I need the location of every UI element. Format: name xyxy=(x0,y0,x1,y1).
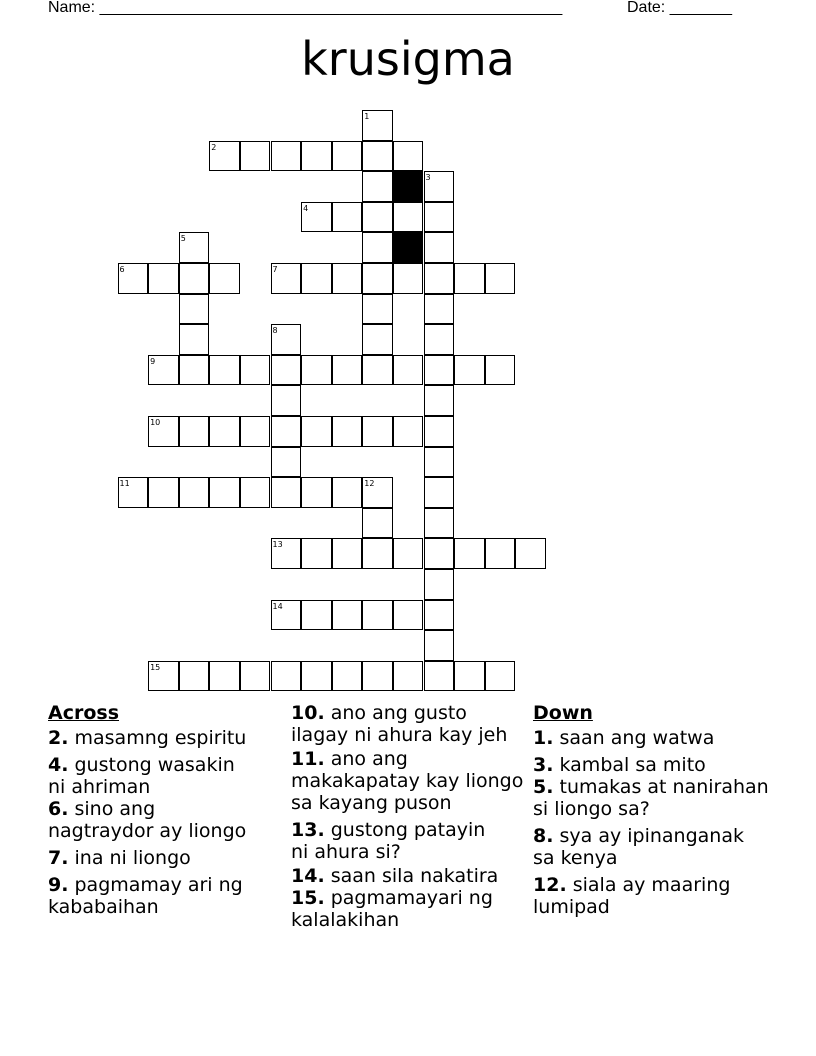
grid-cell[interactable] xyxy=(424,538,455,569)
grid-cell[interactable] xyxy=(424,630,455,661)
grid-cell[interactable] xyxy=(424,324,455,355)
clue-number: 13 xyxy=(272,540,283,550)
grid-cell[interactable] xyxy=(485,538,516,569)
grid-cell[interactable] xyxy=(454,538,485,569)
grid-cell[interactable] xyxy=(332,416,363,447)
grid-cell[interactable] xyxy=(301,600,332,631)
grid-cell[interactable] xyxy=(424,600,455,631)
clue-number: 10 xyxy=(150,418,161,427)
clue-number: 1 xyxy=(364,112,370,121)
grid-cell[interactable] xyxy=(424,477,455,508)
grid-cell[interactable] xyxy=(362,355,393,386)
grid-cell[interactable] xyxy=(301,141,332,172)
grid-cell[interactable] xyxy=(393,141,424,172)
grid-cell[interactable] xyxy=(332,141,363,172)
grid-cell[interactable] xyxy=(424,263,455,294)
grid-cell[interactable] xyxy=(271,141,302,172)
black-square xyxy=(393,171,424,202)
grid-cell[interactable] xyxy=(362,294,393,325)
grid-cell[interactable] xyxy=(485,355,516,386)
grid-cell[interactable] xyxy=(179,661,210,692)
grid-cell[interactable] xyxy=(271,661,302,692)
grid-cell[interactable] xyxy=(332,600,363,631)
puzzle-title: krusigma xyxy=(301,32,515,86)
clue-number: 7 xyxy=(272,265,278,274)
down-clue-8: 8. sya ay ipinanganak sa kenya xyxy=(533,825,744,869)
clue-number: 4 xyxy=(303,203,309,213)
grid-cell[interactable] xyxy=(209,416,240,447)
grid-cell[interactable] xyxy=(179,294,210,325)
grid-cell[interactable] xyxy=(362,600,393,631)
across-clue-15: 15. pagmamayari ng kalalakihan xyxy=(291,887,493,931)
grid-cell[interactable] xyxy=(240,477,271,508)
across-clue-14: 14. saan sila nakatira xyxy=(291,865,499,887)
grid-cell[interactable] xyxy=(148,263,179,294)
grid-cell[interactable] xyxy=(271,447,302,478)
grid-cell[interactable] xyxy=(485,661,516,692)
grid-cell[interactable] xyxy=(454,263,485,294)
grid-cell[interactable] xyxy=(362,324,393,355)
grid-cell[interactable] xyxy=(362,263,393,294)
grid-cell[interactable] xyxy=(362,661,393,692)
down-clues xyxy=(533,702,778,918)
grid-cell[interactable] xyxy=(332,202,363,233)
grid-cell[interactable] xyxy=(209,355,240,386)
across-clue-10: 10. ano ang gusto ilagay ni ahura kay jeh xyxy=(291,702,508,746)
grid-cell[interactable] xyxy=(424,385,455,416)
black-square xyxy=(393,232,424,263)
grid-cell[interactable] xyxy=(454,661,485,692)
grid-cell[interactable] xyxy=(240,416,271,447)
grid-cell[interactable] xyxy=(393,661,424,692)
clue-number: 11 xyxy=(119,479,130,489)
grid-cell[interactable] xyxy=(332,477,363,508)
grid-cell[interactable] xyxy=(301,263,332,294)
grid-cell[interactable] xyxy=(179,324,210,355)
clue-number: 14 xyxy=(272,601,283,611)
down-clue-3: 3. kambal sa mito xyxy=(533,754,706,776)
grid-cell[interactable] xyxy=(271,355,302,386)
grid-cell[interactable] xyxy=(362,416,393,447)
grid-cell[interactable] xyxy=(179,477,210,508)
grid-cell[interactable] xyxy=(271,477,302,508)
grid-cell[interactable] xyxy=(301,477,332,508)
grid-cell[interactable] xyxy=(454,355,485,386)
grid-cell[interactable] xyxy=(301,416,332,447)
across-clues-col2 xyxy=(291,702,531,931)
grid-cell[interactable] xyxy=(424,416,455,447)
name-label: Name: ____________________________________________________ xyxy=(48,0,563,16)
grid-cell[interactable] xyxy=(485,263,516,294)
grid-cell[interactable] xyxy=(424,569,455,600)
grid-cell[interactable] xyxy=(393,538,424,569)
grid-cell[interactable] xyxy=(424,202,455,233)
clue-number: 9 xyxy=(150,356,156,366)
grid-cell[interactable] xyxy=(424,508,455,539)
grid-cell[interactable] xyxy=(362,538,393,569)
grid-cell[interactable] xyxy=(362,141,393,172)
down-heading: Down xyxy=(533,702,593,724)
grid-cell[interactable] xyxy=(301,661,332,692)
grid-cell[interactable] xyxy=(332,661,363,692)
grid-cell[interactable] xyxy=(179,263,210,294)
grid-cell[interactable] xyxy=(362,202,393,233)
grid-cell[interactable] xyxy=(271,416,302,447)
grid-cell[interactable] xyxy=(240,355,271,386)
grid-cell[interactable] xyxy=(301,355,332,386)
across-clue-11: 11. ano ang makakapatay kay liongo sa kayang puson xyxy=(291,748,524,814)
grid-cell[interactable] xyxy=(424,355,455,386)
grid-cell[interactable] xyxy=(179,416,210,447)
grid-cell[interactable] xyxy=(179,355,210,386)
grid-cell[interactable] xyxy=(393,600,424,631)
grid-cell[interactable] xyxy=(332,538,363,569)
grid-cell[interactable] xyxy=(362,171,393,202)
grid-cell[interactable] xyxy=(332,355,363,386)
grid-cell[interactable] xyxy=(424,661,455,692)
grid-cell[interactable] xyxy=(424,232,455,263)
grid-cell[interactable] xyxy=(209,477,240,508)
date-label: Date: _______ xyxy=(627,0,732,16)
grid-cell[interactable] xyxy=(332,263,363,294)
clue-number: 8 xyxy=(272,326,278,336)
grid-cell[interactable] xyxy=(393,202,424,233)
clue-number: 5 xyxy=(180,234,186,244)
grid-cell[interactable] xyxy=(393,416,424,447)
grid-cell[interactable] xyxy=(515,538,546,569)
clue-number: 15 xyxy=(150,662,161,672)
clue-number: 6 xyxy=(119,265,125,274)
grid-cell[interactable] xyxy=(424,294,455,325)
grid-cell[interactable] xyxy=(240,661,271,692)
across-clue-7: 7. ina ni liongo xyxy=(48,847,191,869)
grid-cell[interactable] xyxy=(271,385,302,416)
grid-cell[interactable] xyxy=(393,263,424,294)
across-clues-col1 xyxy=(48,702,288,918)
down-clue-1: 1. saan ang watwa xyxy=(533,727,715,749)
across-clue-9: 9. pagmamay ari ng kababaihan xyxy=(48,874,243,918)
grid-cell[interactable] xyxy=(148,477,179,508)
grid-cell[interactable] xyxy=(393,355,424,386)
grid-cell[interactable] xyxy=(301,538,332,569)
down-clue-5: 5. tumakas at nanirahan si liongo sa? xyxy=(533,776,769,820)
across-clue-13: 13. gustong patayin ni ahura si? xyxy=(291,819,486,863)
grid-cell[interactable] xyxy=(424,447,455,478)
down-clue-12: 12. siala ay maaring lumipad xyxy=(533,874,731,918)
across-clue-6: 6. sino ang nagtraydor ay liongo xyxy=(48,798,247,842)
across-clue-2: 2. masamng espiritu xyxy=(48,727,247,749)
clue-number: 12 xyxy=(364,479,375,489)
grid-cell[interactable] xyxy=(209,263,240,294)
grid-cell[interactable] xyxy=(209,661,240,692)
clue-number: 3 xyxy=(425,173,431,183)
across-clue-4: 4. gustong wasakin ni ahriman xyxy=(48,754,235,798)
grid-cell[interactable] xyxy=(362,232,393,263)
clue-number: 2 xyxy=(211,142,217,152)
grid-cell[interactable] xyxy=(240,141,271,172)
grid-cell[interactable] xyxy=(362,508,393,539)
across-heading: Across xyxy=(48,702,120,724)
